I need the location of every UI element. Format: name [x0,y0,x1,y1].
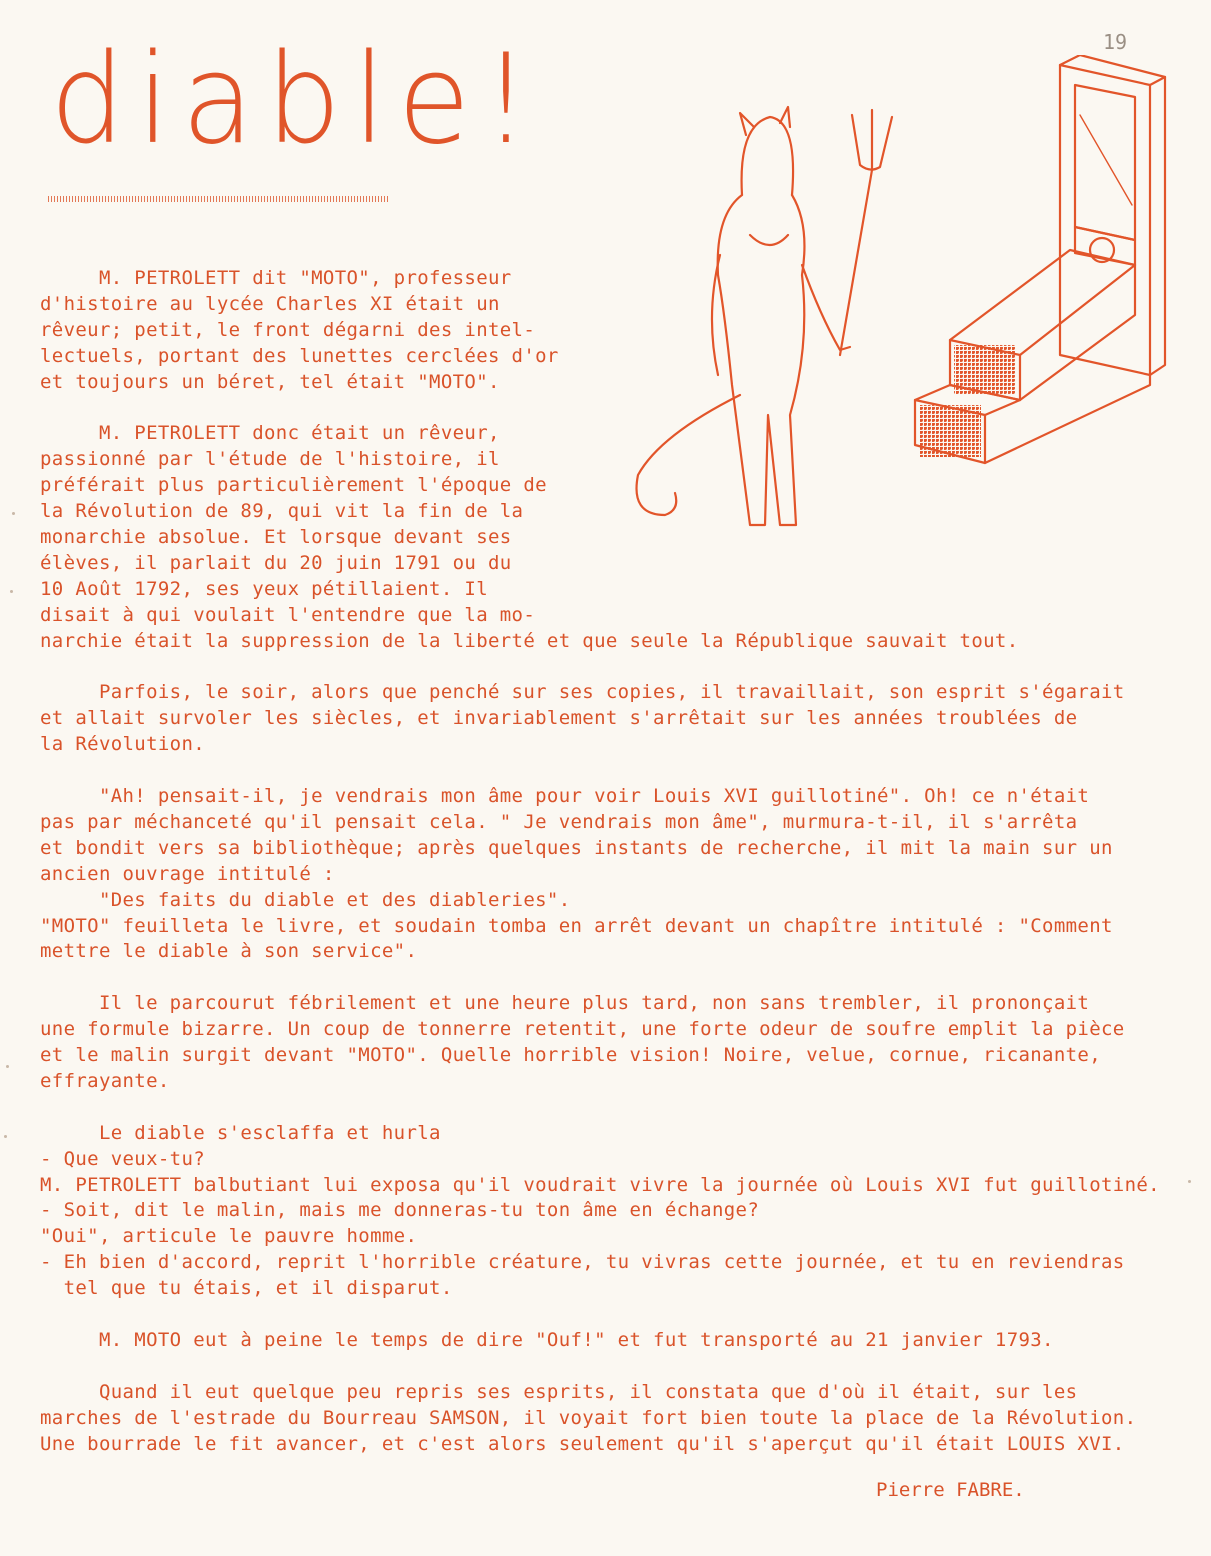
body-text-line: narchie était la suppression de la liberté et que seule la République sauvait tout. [40,629,1019,652]
body-text-line: pas par méchanceté qu'il pensait cela. " Je vendrais mon âme", murmura-t-il, il s'arrêta [40,810,1078,833]
paper-speck [4,1135,7,1138]
body-text-line: Parfois, le soir, alors que penché sur ses copies, il travaillait, son esprit s'égarait [40,681,1125,704]
body-text-line: et bondit vers sa bibliothèque; après quelques instants de recherche, il mit la main sur un [40,836,1113,859]
body-text-line: lectuels, portant des lunettes cerclées d'or [40,344,559,367]
body-text-line: - Eh bien d'accord, reprit l'horrible créature, tu vivras cette journée, et tu en reviendras [40,1251,1125,1274]
body-text-line: et le malin surgit devant "MOTO". Quelle horrible vision! Noire, velue, cornue, ricanante, [40,1044,1102,1066]
body-text-line: M. PETROLETT balbutiant lui exposa qu'il voudrait vivre la journée où Louis XVI fut guillotiné. [40,1173,1160,1196]
paper-speck [6,1065,9,1068]
body-text-line: effrayante. [40,1069,170,1092]
body-text-line: passionné par l'étude de l'histoire, il [40,448,500,471]
body-text-line: et allait survoler les siècles, et invariablement s'arrêtait sur les années troublées de [40,707,1078,730]
body-text-line: la Révolution de 89, qui vit la fin de la [40,500,524,523]
body-text-line: Une bourrade le fit avancer, et c'est alors seulement qu'il s'aperçut qu'il était LOUIS XVI. [40,1432,1125,1455]
body-text-line: préférait plus particulièrement l'époque de [40,474,547,497]
body-text-line: "Ah! pensait-il, je vendrais mon âme pour voir Louis XVI guillotiné". Oh! ce n'était [40,785,1090,807]
body-text-line: - Soit, dit le malin, mais me donneras-tu ton âme en échange? [40,1199,760,1222]
guillotine-drawing [915,55,1165,463]
body-text-line: 10 Août 1792, ses yeux pétillaient. Il [40,577,488,600]
body-text-line: monarchie absolue. Et lorsque devant ses [40,526,512,548]
paper-speck [10,590,13,593]
devil-guillotine-illustration [620,55,1180,555]
body-text-line: "Oui", articule le pauvre homme. [40,1225,418,1248]
body-text-line: rêveur; petit, le front dégarni des intel- [40,318,536,341]
author-signature: Pierre FABRE. [876,1479,1025,1501]
body-text-line: une formule bizarre. Un coup de tonnerre retentit, une forte odeur de soufre emplit la pièce [40,1018,1125,1041]
body-text-line: M. PETROLETT donc était un rêveur, [40,422,500,445]
body-text-line: ancien ouvrage intitulé : [40,862,335,885]
body-text-line: Le diable s'esclaffa et hurla [40,1121,441,1144]
devil-drawing [637,107,892,525]
body-text-line: "Des faits du diable et des diableries". [40,888,571,911]
paper-speck [1188,1180,1191,1183]
title-underline [48,196,390,202]
body-text-line: d'histoire au lycée Charles XI était un [40,292,500,315]
body-text-line: "MOTO" feuilleta le livre, et soudain tomba en arrêt devant un chapître intitulé : "Comment [40,914,1113,937]
body-text-line: - Que veux-tu? [40,1147,206,1170]
page-number: 19 [1103,30,1128,54]
body-text-line: mettre le diable à son service". [40,940,418,963]
body-text-line: M. PETROLETT dit "MOTO", professeur [40,267,512,289]
article-title: diable! [50,26,542,172]
paper-speck [12,512,15,515]
body-text-line: élèves, il parlait du 20 juin 1791 ou du [40,551,512,574]
body-text-line: la Révolution. [40,733,206,756]
body-text-line: marches de l'estrade du Bourreau SAMSON, il voyait fort bien toute la place de la Révolution. [40,1406,1137,1429]
body-text-line: disait à qui voulait l'entendre que la mo- [40,603,536,626]
body-text-line: M. MOTO eut à peine le temps de dire "Ouf!" et fut transporté au 21 janvier 1793. [40,1328,1054,1351]
body-text-line: Quand il eut quelque peu repris ses esprits, il constata que d'où il était, sur les [40,1380,1078,1403]
body-text-line: tel que tu étais, et il disparut. [40,1277,453,1300]
body-text-line: Il le parcourut fébrilement et une heure plus tard, non sans trembler, il prononçait [40,992,1090,1015]
body-text-line: et toujours un béret, tel était "MOTO". [40,370,500,393]
